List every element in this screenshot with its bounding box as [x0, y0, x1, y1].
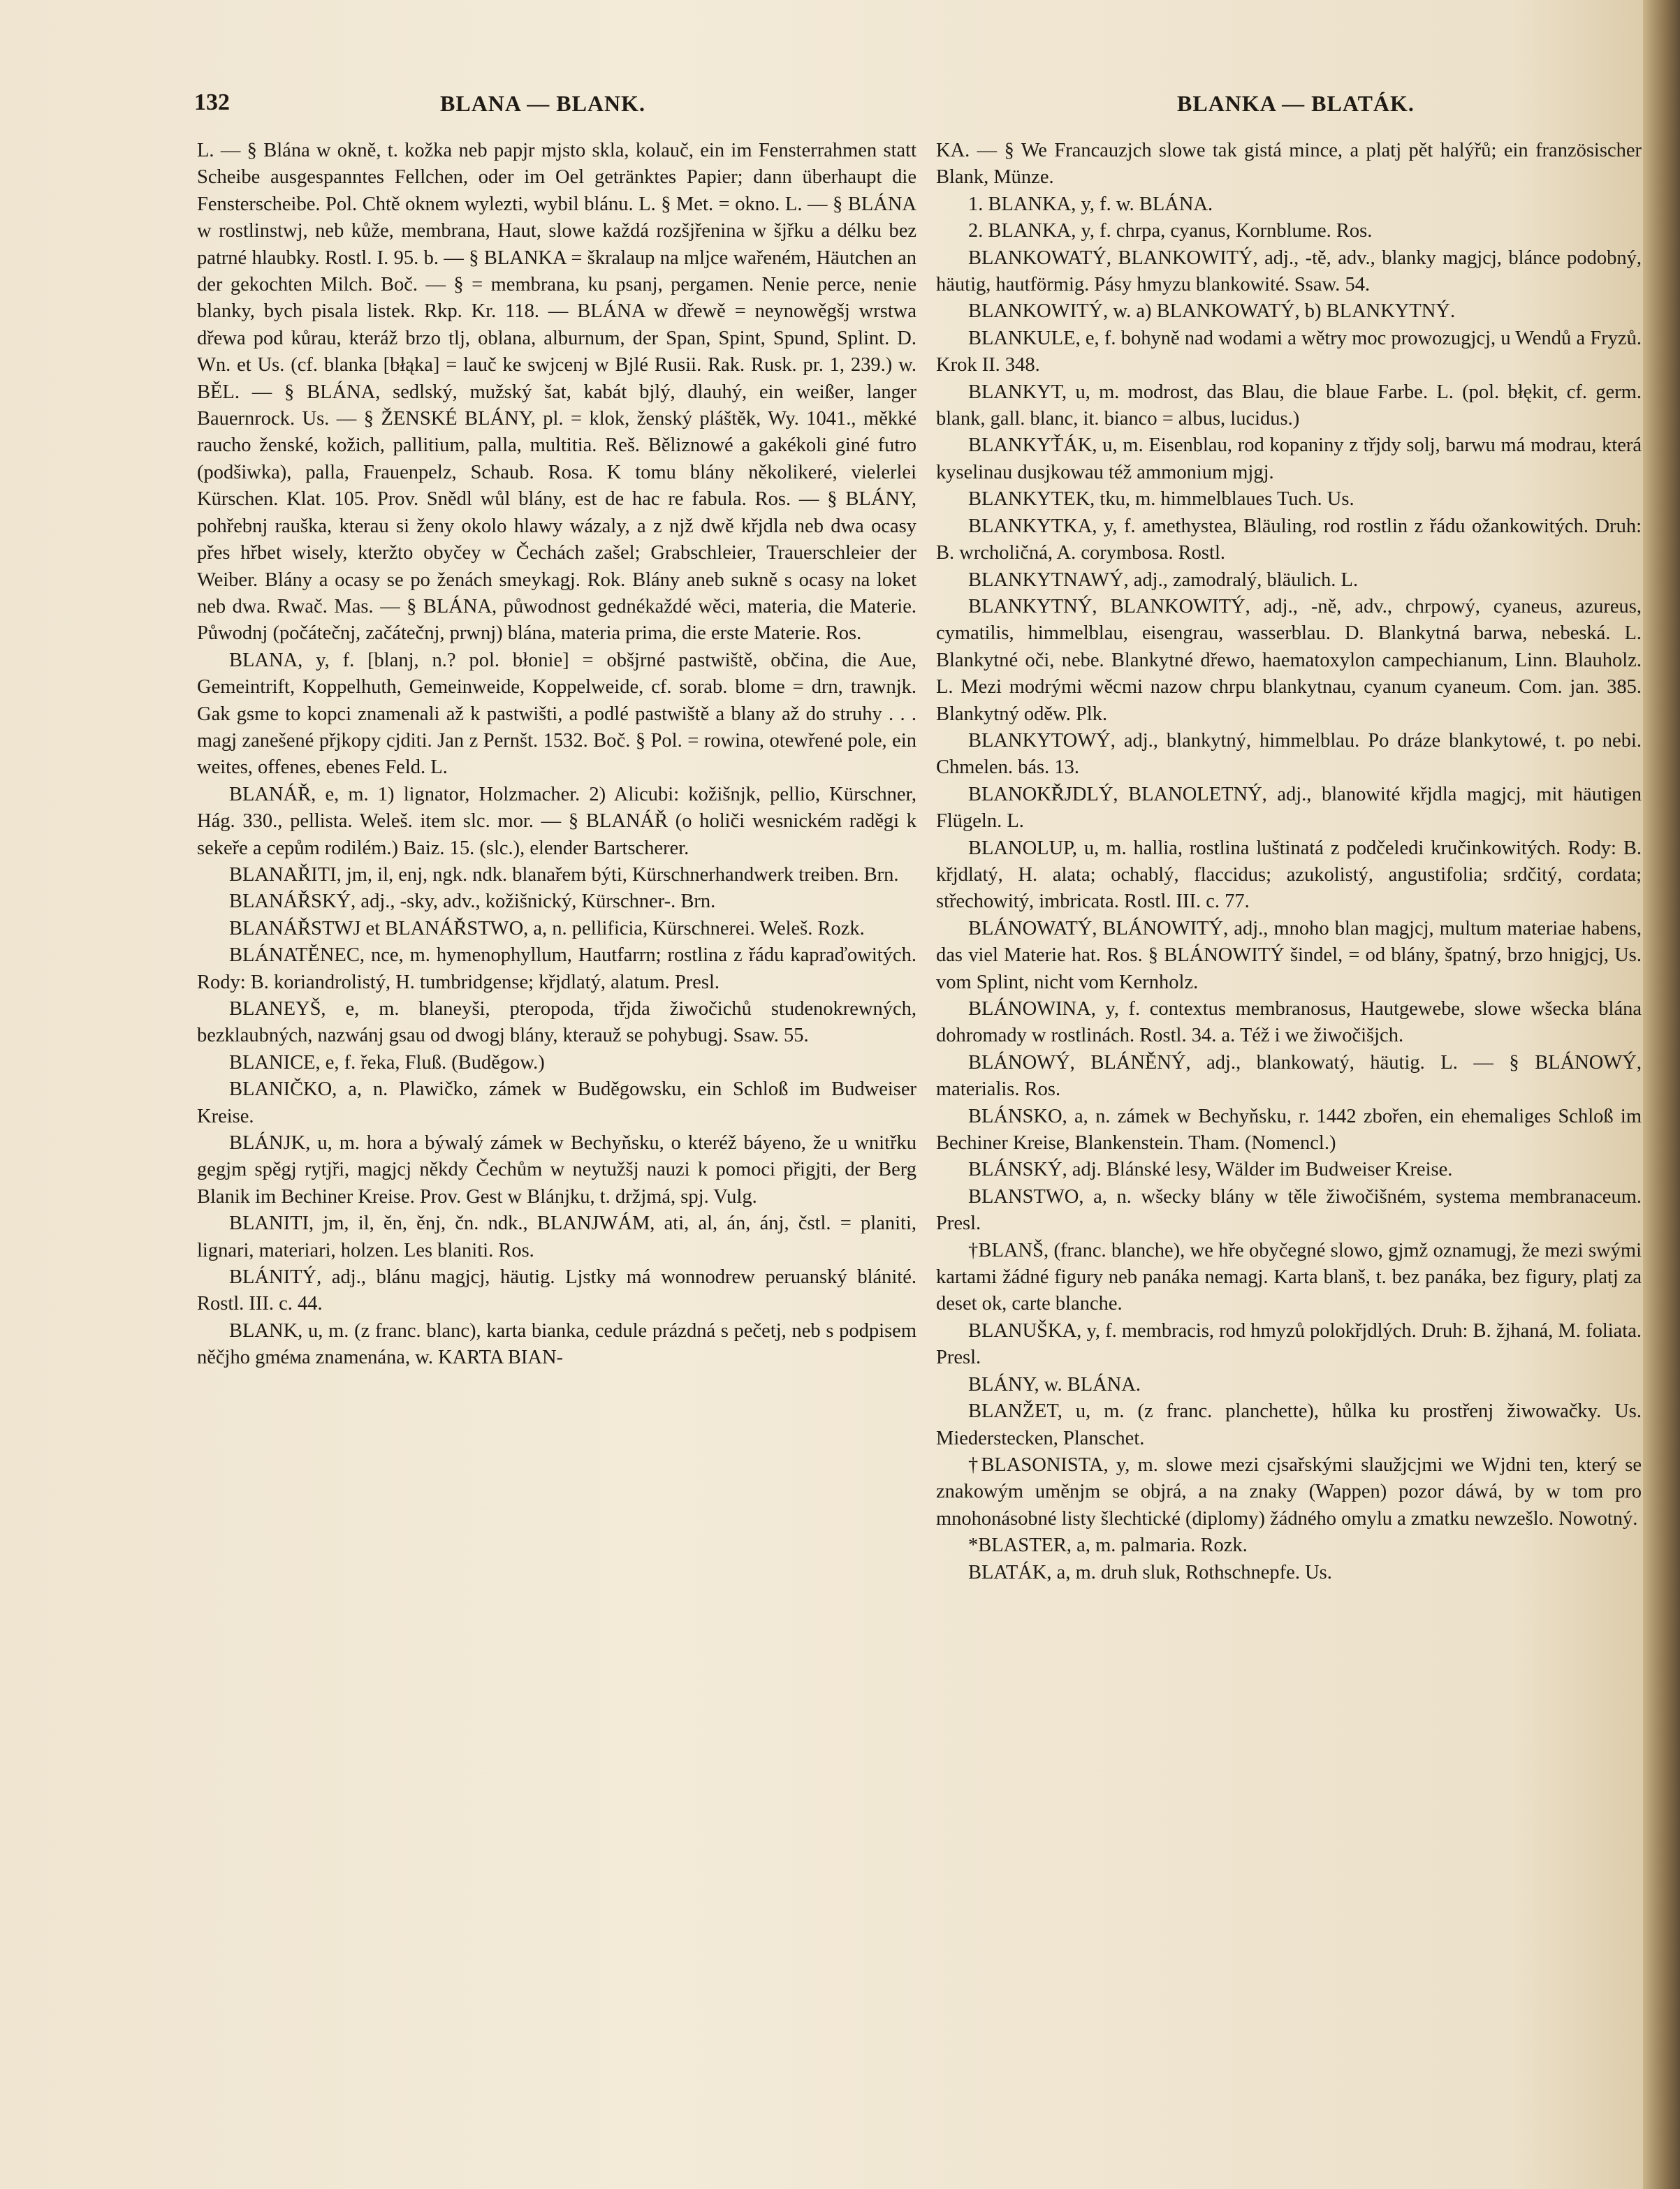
left-running-head: BLANA — BLANK. — [440, 91, 646, 116]
entry: BLANK, u, m. (z franc. blanc), karta bianka, cedule prázdná s pečetj, neb s podpisem něčjho gméма znamenána, w. KARTA BIAN- — [197, 1319, 916, 1369]
book-spine-edge — [1643, 0, 1680, 2189]
entry: BLANKOWITÝ, w. a) BLANKOWATÝ, b) BLANKYTNÝ. — [968, 300, 1456, 323]
entry: BLANÁŘSTWJ et BLANÁŘSTWO, a, n. pellificia, Kürschnerei. Weleš. Rozk. — [229, 917, 865, 939]
entry: BLÁNOWÝ, BLÁNĚNÝ, adj., blankowatý, häutig. L. — § BLÁNOWÝ, materialis. Ros. — [936, 1051, 1642, 1101]
entry: BLANKULE, e, f. bohyně nad wodami a wětry moc prowozugjcj, u Wendů a Fryzů. Krok II. 348. — [936, 327, 1642, 376]
entry: BLÁNJK, u, m. hora a býwalý zámek w Bechyňsku, o kteréž báyeno, že u wnitřku gegjm spěgj rytjři, magjcj někdy Čechům w neytužšj nauzi k pomoci přigjti, der Berg Blanik im Bechiner Kreise. Prov. Gest w Blánjku, t. držjmá, spj. Vulg. — [197, 1132, 916, 1208]
entry: BLANUŠKA, y, f. membracis, rod hmyzů polokřjdlých. Druh: B. žjhaná, M. foliata. Presl. — [936, 1319, 1642, 1369]
entry: BLÁNSKO, a, n. zámek w Bechyňsku, r. 1442 zbořen, ein ehemaliges Schloß im Bechiner Kreise, Blankenstein. Tham. (Nomencl.) — [936, 1105, 1642, 1155]
entry: 1. BLANKA, y, f. w. BLÁNA. — [968, 193, 1213, 215]
entry: †BLANŠ, (franc. blanche), we hře obyčegné slowo, gjmž oznamugj, že mezi swými kartami žádné figury neb panáka nemagj. Karta blanš, t. bez panáka, bez figury, platj za deset ok, carte blanche. — [936, 1239, 1642, 1315]
entry: BLANOKŘJDLÝ, BLANOLETNÝ, adj., blanowité křjdla magjcj, mit häutigen Flügeln. L. — [936, 783, 1642, 833]
entry: BLANEYŠ, e, m. blaneyši, pteropoda, třjda žiwočichů studenokrewných, bezklaubných, nazwánj gsau od dwogj blány, kterauž se pohybugj. Ssaw. 55. — [197, 998, 916, 1047]
entry: BLÁNITÝ, adj., blánu magjcj, häutig. Ljstky má wonnodrew peruanský blánité. Rostl. III. c. 44. — [197, 1266, 916, 1315]
entry: BLANIČKO, a, n. Plawičko, zámek w Buděgowsku, ein Schloß im Budweiser Kreise. — [197, 1078, 916, 1127]
entry: BLANOLUP, u, m. hallia, rostlina luštinatá z podčeledi kručinkowitých. Rody: B. křjdlatý, H. alata; ochablý, flaccidus; azukolistý, angustifolia; srdčitý, cordata; střechowitý, imbricata. Rostl. III. c. 77. — [936, 837, 1642, 913]
entry: BLÁNOWATÝ, BLÁNOWITÝ, adj., mnoho blan magjcj, multum materiae habens, das viel Materie hat. Ros. § BLÁNOWITÝ šindel, = od blány, špatný, brzo hnigjcj, Us. vom Splint, nicht vom Kernholz. — [936, 917, 1642, 993]
entry: BLANA, y, f. [blanj, n.? pol. błonie] = obšjrné pastwiště, občina, die Aue, Gemeintrift, Koppelhuth, Gemeinweide, Koppelweide, cf. sorab. blome = drn, trawnjk. Gak gsme to kopci znamenali až k pastwišti, a podlé pastwiště a blany až do struhy . . . magj zanešené přjkopy cjditi. Jan z Pernšt. 1532. Boč. § Pol. = rowina, otewřené pole, ein weites, offenes, ebenes Feld. L. — [197, 649, 916, 779]
entry: BLANKYTNÝ, BLANKOWITÝ, adj., -ně, adv., chrpowý, cyaneus, azureus, cymatilis, himmelblau, eisengrau, wasserblau. D. Blankytná barwa, nebeská. L. Blankytné oči, nebe. Blankytné dřewo, haematoxylon campechianum, Linn. Blauholz. L. Mezi modrými wěcmi nazow chrpu blankytnau, cyanum cyaneum. Com. jan. 385. Blankytný oděw. Plk. — [936, 595, 1642, 725]
entry: L. — § Blána w okně, t. kožka neb papjr mjsto skla, kolauč, ein im Fensterrahmen statt Scheibe ausgespanntes Fellchen, oder im Oel getränktes Papier; dann überhaupt die Fensterscheibe. Pol. Chtě oknem wylezti, wybil blánu. L. § Met. = okno. L. — § BLÁNA w rostlinstwj, neb kůže, membrana, Haut, slowe každá rozšjřenina w šjřku a délku bez patrné hlaubky. Rostl. I. 95. b. — § BLANKA = škralaup na mljce wařeném, Häutchen an der gekochten Milch. Boč. — § = membrana, ku psanj, pergamen. Nenie perce, nenie blanky, bych pisala listek. Rkp. Kr. 118. — BLÁNA w dřewě = neynowěgšj wrstwa dřewa pod kůrau, kteráž brzo tlj, oblana, alburnum, der Span, Spint, Spund, Splint. D. Wn. et Us. (cf. blanka [błąka] = lauč ke swjcenj w Bjlé Rusii. Rak. Rusk. pr. 1, 239.) w. BĚL. — § BLÁNA, sedlský, mužský šat, kabát bjlý, dlauhý, ein weißer, langer Bauernrock. Us. — § ŽENSKÉ BLÁNY, pl. = klok, ženský pláštěk, Wy. 1041., měkké raucho ženské, kožich, pallitium, palla, multitia. Reš. Běliznowé a gakékoli giné futro (podšiwka), palla, Frauenpelz, Schaub. Rosa. K tomu blány několikeré, vielerlei Kürschen. Klat. 105. Prov. Snědl wůl blány, est de hac re fabula. Ros. — § BLÁNY, pohřebnj rauška, kterau si ženy okolo hlawy wázaly, a z njž dwě křjdla neb dwa ocasy přes hřbet wisely, kteržto obyčey w Čechách zašel; Grabschleier, Trauerschleier der Weiber. Blány a ocasy se po ženách smeykagj. Rok. Blány aneb sukně s ocasy na loket neb dwa. Rwač. Mas. — § BLÁNA, půwodnost gednékaždé wěci, materia, die Materie. Půwodnj (počátečnj, začátečnj, prwnj) blána, materia prima, die erste Materie. Ros. — [197, 140, 916, 645]
entry: 2. BLANKA, y, f. chrpa, cyanus, Kornblume. Ros. — [968, 220, 1373, 242]
entry: BLATÁK, a, m. druh sluk, Rothschnepfe. Us. — [968, 1561, 1332, 1583]
entry: *BLASTER, a, m. palmaria. Rozk. — [968, 1535, 1248, 1557]
entry: BLANKOWATÝ, BLANKOWITÝ, adj., -tě, adv., blanky magjcj, blánce podobný, häutig, hautförmig. Pásy hmyzu blankowité. Ssaw. 54. — [936, 247, 1642, 296]
entry: BLANKYTEK, tku, m. himmelblaues Tuch. Us. — [968, 488, 1354, 511]
entry: BLÁNSKÝ, adj. Blánské lesy, Wälder im Budweiser Kreise. — [968, 1159, 1453, 1181]
entry: BLANÁŘSKÝ, adj., -sky, adv., kožišnický, Kürschner-. Brn. — [229, 891, 716, 913]
entry: BLANKYTNAWÝ, adj., zamodralý, bläulich. L. — [968, 569, 1359, 591]
entry: †BLASONISTA, y, m. slowe mezi cjsařskými slaužjcjmi we Wjdni ten, který se znakowým uměnjm se objrá, a na znaky (Wappen) pozor dáwá, by w tom pro mnohonásobné listy šlechtické (diplomy) žádného omylu a zmatku newzešlo. Nowotný. — [936, 1454, 1642, 1530]
entry: BLANKYT, u, m. modrost, das Blau, die blaue Farbe. L. (pol. błękit, cf. germ. blank, gall. blanc, it. bianco = albus, lucidus.) — [936, 381, 1642, 430]
page-header — [0, 89, 1643, 124]
entry: BLÁNATĚNEC, nce, m. hymenophyllum, Hautfarrn; rostlina z řádu kapraďowitých. Rody: B. koriandrolistý, H. tumbridgense; křjdlatý, alatum. Presl. — [197, 944, 916, 993]
right-running-head: BLANKA — BLATÁK. — [1177, 91, 1415, 116]
entry: BLÁNY, w. BLÁNA. — [968, 1373, 1141, 1396]
left-column — [197, 138, 916, 1372]
entry: BLANICE, e, f. řeka, Fluß. (Buděgow.) — [229, 1051, 545, 1074]
entry: BLANŽET, u, m. (z franc. planchette), hůlka ku prostřenj žiwowačky. Us. Miederstecken, Planschet. — [936, 1400, 1642, 1449]
right-column — [936, 138, 1642, 1586]
entry: BLANKYŤÁK, u, m. Eisenblau, rod kopaniny z třjdy solj, barwu má modrau, která kyselinau dusjkowau též ammonium mjgj. — [936, 434, 1642, 483]
entry: BLÁNOWINA, y, f. contextus membranosus, Hautgewebe, slowe wšecka blána dohromady w rostlinách. Rostl. 34. a. Též i we žiwočišjch. — [936, 998, 1642, 1047]
page-number: 132 — [194, 89, 230, 115]
entry: BLANKYTKA, y, f. amethystea, Bläuling, rod rostlin z řádu ožankowitých. Druh: B. wrcholičná, A. corymbosa. Rostl. — [936, 515, 1642, 564]
entry: BLANKYTOWÝ, adj., blankytný, himmelblau. Po dráze blankytowé, t. po nebi. Chmelen. bás. 13. — [936, 729, 1642, 779]
entry: BLANÁŘ, e, m. 1) lignator, Holzmacher. 2) Alicubi: kožišnjk, pellio, Kürschner, Hág. 330., pellista. Weleš. item slc. mor. — § BLANÁŘ (o holiči wesnickém raděgi k sekeře a cepům rodilém.) Baiz. 15. (slc.), elender Bartscherer. — [197, 783, 916, 859]
entry: BLANSTWO, a, n. wšecky blány w těle žiwočišném, systema membranaceum. Presl. — [936, 1185, 1642, 1235]
entry: BLANITI, jm, il, ěn, ěnj, čn. ndk., BLANJWÁM, ati, al, án, ánj, čstl. = planiti, lignari, materiari, holzen. Les blaniti. Ros. — [197, 1213, 916, 1261]
entry: BLANAŘITI, jm, il, enj, ngk. ndk. blanařem býti, Kürschnerhandwerk treiben. Brn. — [229, 863, 899, 886]
entry: KA. — § We Francauzjch slowe tak gistá mince, a platj pět halýřů; ein französischer Blank, Münze. — [936, 140, 1642, 189]
